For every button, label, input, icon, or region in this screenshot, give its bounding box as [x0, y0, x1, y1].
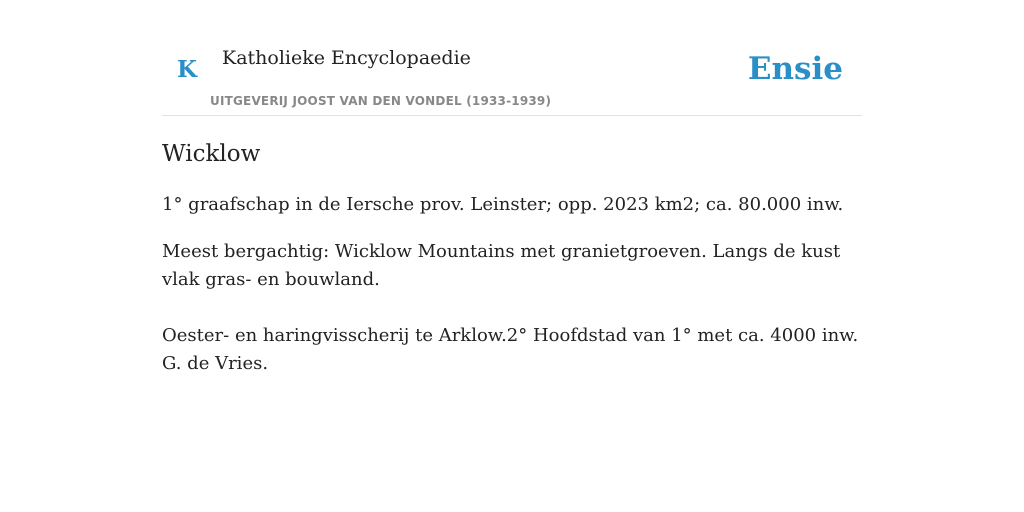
site-header	[162, 0, 862, 116]
publisher-subtitle: UITGEVERIJ JOOST VAN DEN VONDEL (1933-1939)	[210, 94, 552, 108]
article-paragraph: Meest bergachtig: Wicklow Mountains met granietgroeven. Langs de kust vlak gras- en bouwland.	[162, 241, 841, 290]
article-title: Wicklow	[162, 141, 261, 167]
encyclopedia-logo[interactable]: K	[177, 56, 197, 83]
article-paragraph: 1° graafschap in de Iersche prov. Leinster; opp. 2023 km2; ca. 80.000 inw.	[162, 194, 844, 215]
ensie-brand-link[interactable]: Ensie	[747, 51, 843, 87]
encyclopedia-title-link[interactable]: Katholieke Encyclopaedie	[222, 47, 471, 69]
page	[162, 0, 862, 374]
article-paragraph: Oester- en haringvisscherij te Arklow.2° Hoofdstad van 1° met ca. 4000 inw. G. de Vries.	[162, 325, 859, 374]
